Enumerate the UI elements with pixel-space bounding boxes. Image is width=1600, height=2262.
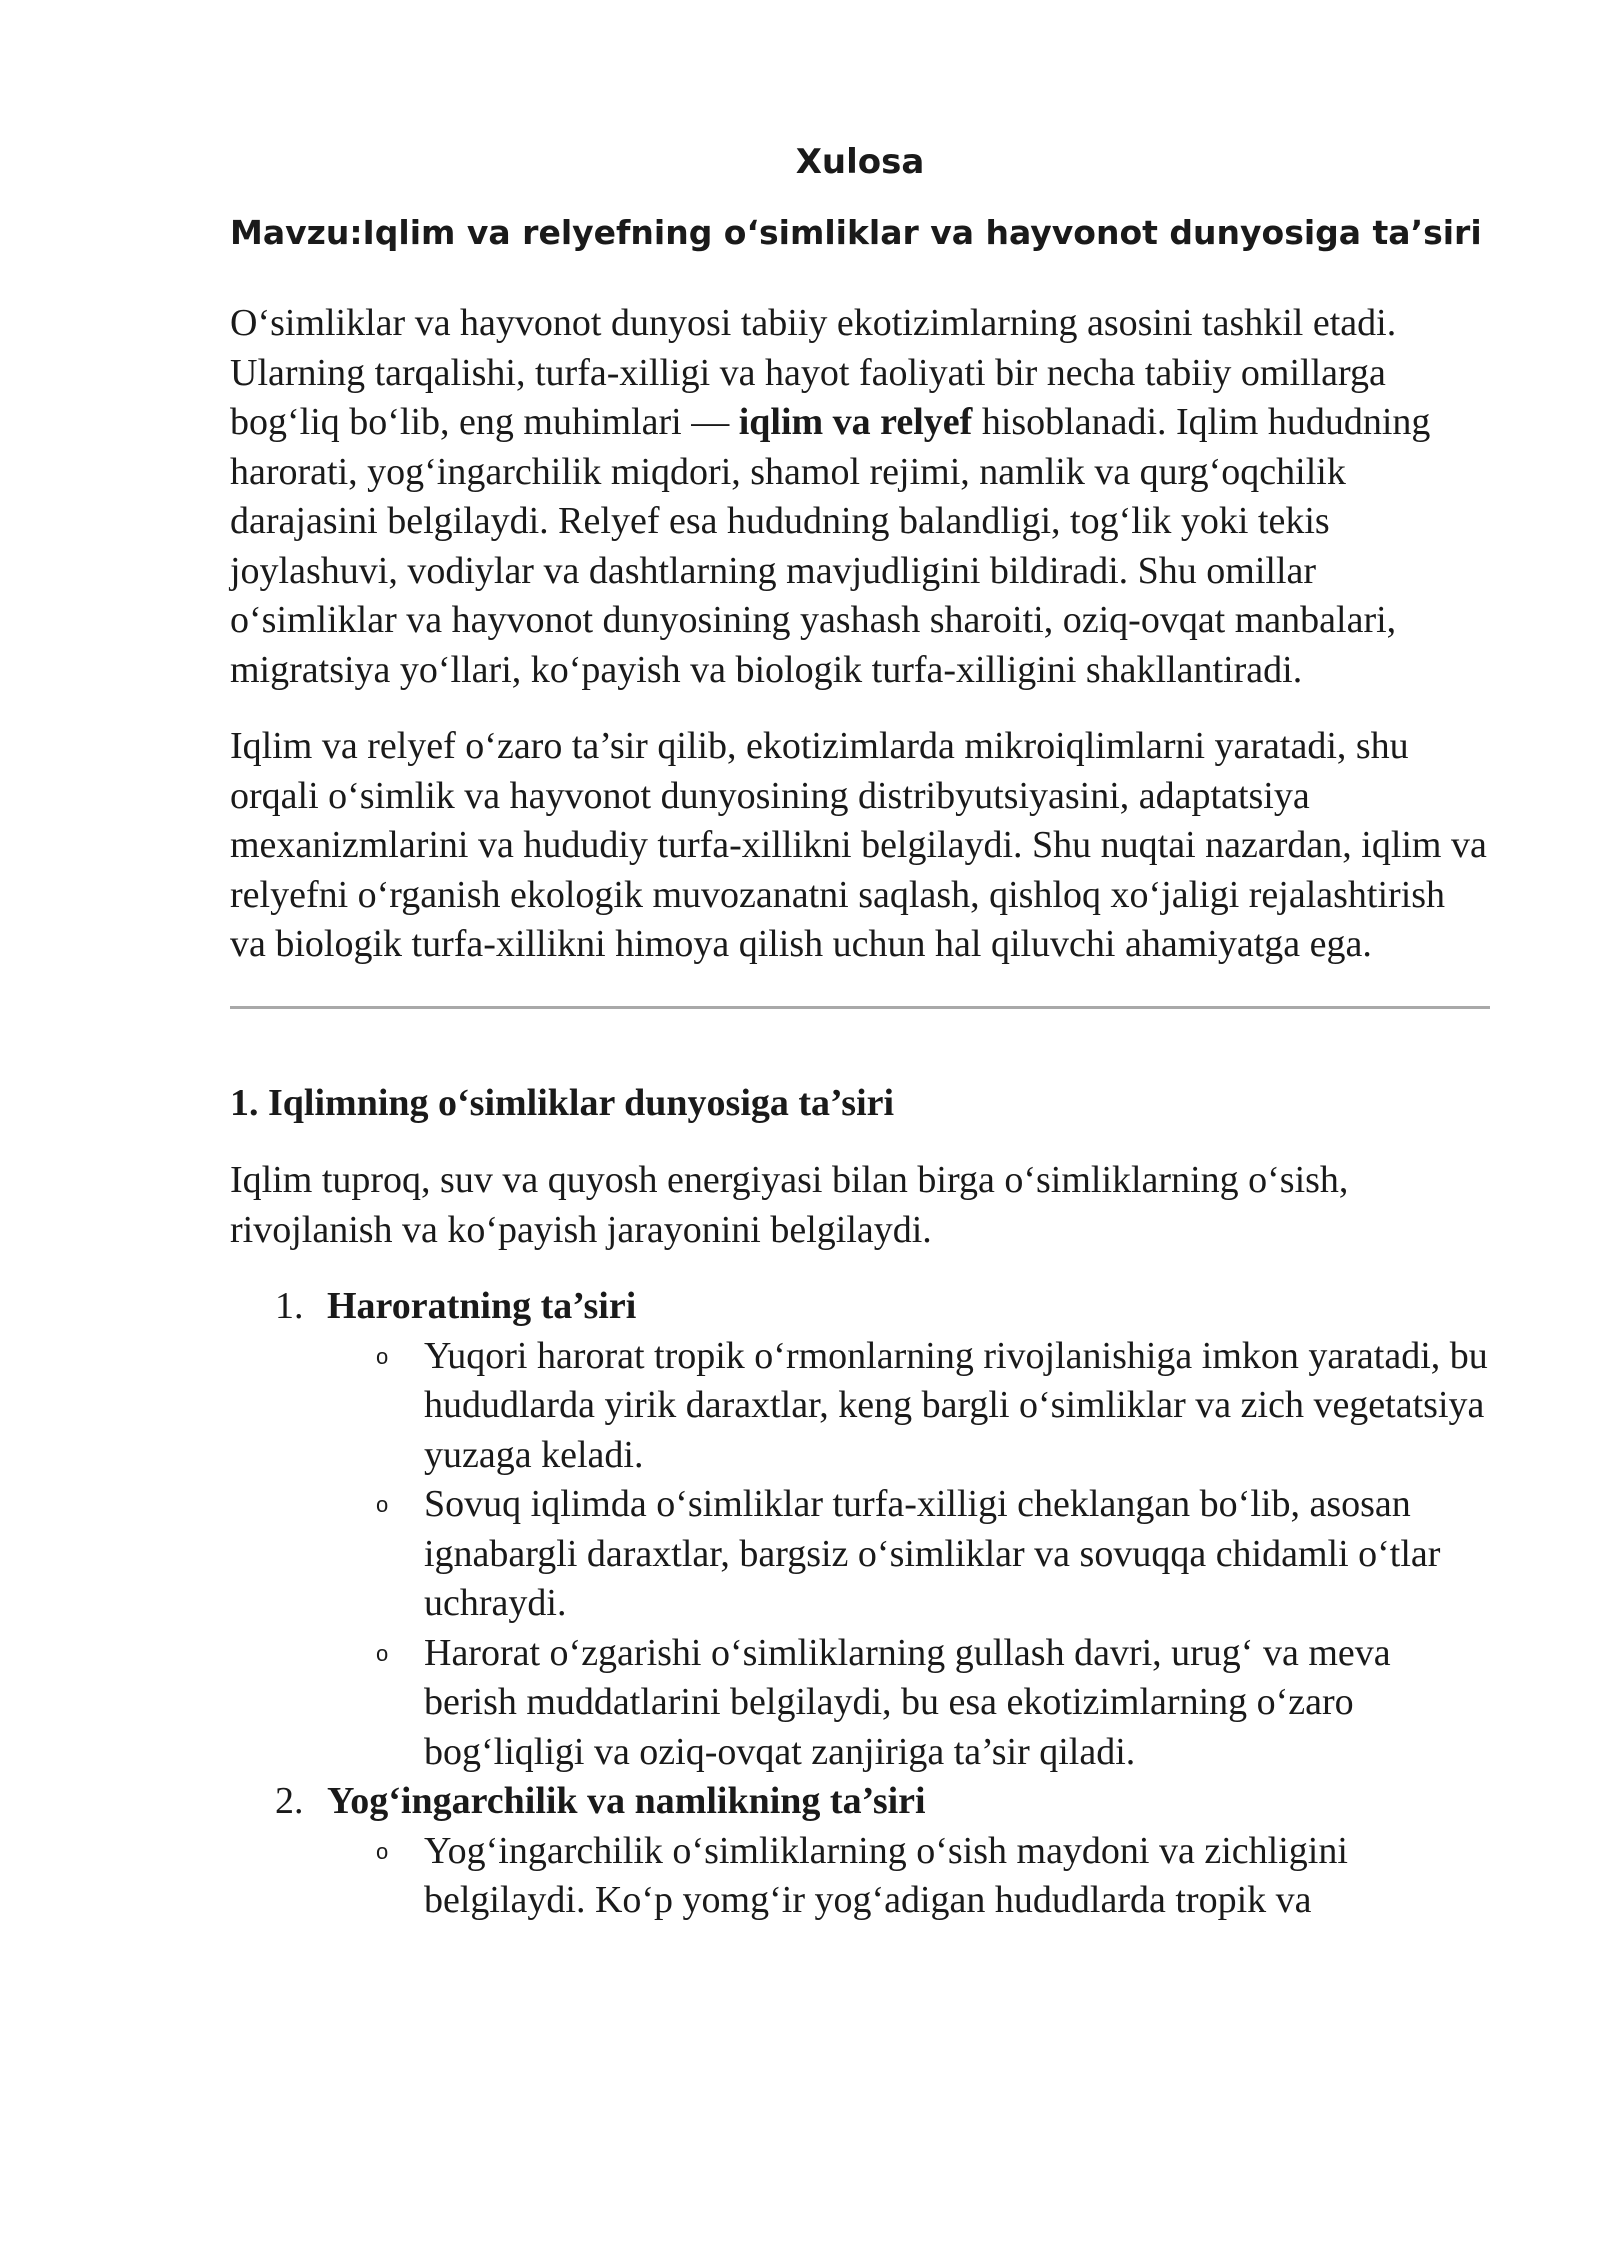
bullet-list [327,1827,1490,1926]
section-intro-paragraph: Iqlim tuproq, suv va quyosh energiyasi bilan birga o‘simliklarning o‘sish, rivojlanish va ko‘payish jarayonini belgilaydi. [230,1159,1349,1251]
bullet-item [376,1480,1490,1629]
list-item-title: Yog‘ingarchilik va namlikning ta’siri [327,1780,926,1823]
intro-text-start: O‘simliklar va hayvonot dunyosi tabiiy ekotizimlarning asosini tashkil etadi. Ularning tarqalishi, turfa-xilligi va hayot faoliyati bir necha tabiiy omillarga bog‘liq bo‘lib, eng muhimlari — [230,302,1397,444]
list-item [230,1282,1490,1777]
intro-paragraph-2: Iqlim va relyef o‘zaro ta’sir qilib, ekotizimlarda mikroiqlimlarni yaratadi, shu orqali o‘simlik va hayvonot dunyosining distribyutsiyasini, adaptatsiya mexanizmlarini va hududiy turfa-xillikni belgilaydi. Shu nuqtai nazardan, iqlim va relyefni o‘rganish ekologik muvozanatni saqlash, qishloq xo‘jaligi rejalashtirish va biologik turfa-xillikni himoya qilish uchun hal qiluvchi ahamiyatga ega. [230,725,1487,966]
document-topic: Mavzu:Iqlim va relyefning o‘simliklar va hayvonot dunyosiga ta’siri [230,213,1482,253]
list-number: 1. [275,1285,304,1328]
list-item [230,1777,1490,1926]
section-heading: 1. Iqlimning o‘simliklar dunyosiga ta’siri [230,1081,895,1124]
bullet-item [376,1827,1490,1926]
list-number: 2. [275,1780,304,1823]
hollow-bullet-icon: o [376,1640,389,1666]
document-title: Xulosa [795,142,925,182]
intro-paragraph-1 [230,299,1490,695]
intro-text-end: hisoblanadi. Iqlim hududning harorati, yog‘ingarchilik miqdori, shamol rejimi, namlik va qurg‘oqchilik darajasini belgilaydi. Relyef esa hududning balandligi, tog‘lik yoki tekis joylashuvi, vodiylar va dashtlarning mavjudligini bildiradi. Shu omillar o‘simliklar va hayvonot dunyosining yashash sharoiti, oziq-ovqat manbalari, migratsiya yo‘llari, ko‘payish va biologik turfa-xilligini shakllantiradi. [230,401,1431,691]
numbered-list [230,1282,1490,1926]
bullet-item [376,1332,1490,1481]
intro-bold-phrase: iqlim va relyef [738,401,973,444]
bullet-item [376,1629,1490,1778]
hollow-bullet-icon: o [376,1492,389,1518]
hollow-bullet-icon: o [376,1838,389,1864]
bullet-text: Sovuq iqlimda o‘simliklar turfa-xilligi cheklangan bo‘lib, asosan ignabargli daraxtlar, bargsiz o‘simliklar va sovuqqa chidamli o‘tlar uchraydi. [424,1483,1441,1625]
horizontal-divider [230,1006,1490,1009]
bullet-text: Yuqori harorat tropik o‘rmonlarning rivojlanishiga imkon yaratadi, bu hududlarda yirik daraxtlar, keng bargli o‘simliklar va zich vegetatsiya yuzaga keladi. [424,1334,1488,1476]
bullet-text: Yog‘ingarchilik o‘simliklarning o‘sish maydoni va zichligini belgilaydi. Ko‘p yomg‘ir yog‘adigan hududlarda tropik va [424,1829,1348,1922]
bullet-list [327,1332,1490,1778]
list-item-title: Haroratning ta’siri [327,1285,637,1328]
hollow-bullet-icon: o [376,1343,389,1369]
document-page [230,140,1490,1926]
bullet-text: Harorat o‘zgarishi o‘simliklarning gullash davri, urug‘ va meva berish muddatlarini belgilaydi, bu esa ekotizimlarning o‘zaro bog‘liqligi va oziq-ovqat zanjiriga ta’sir qiladi. [424,1631,1391,1773]
